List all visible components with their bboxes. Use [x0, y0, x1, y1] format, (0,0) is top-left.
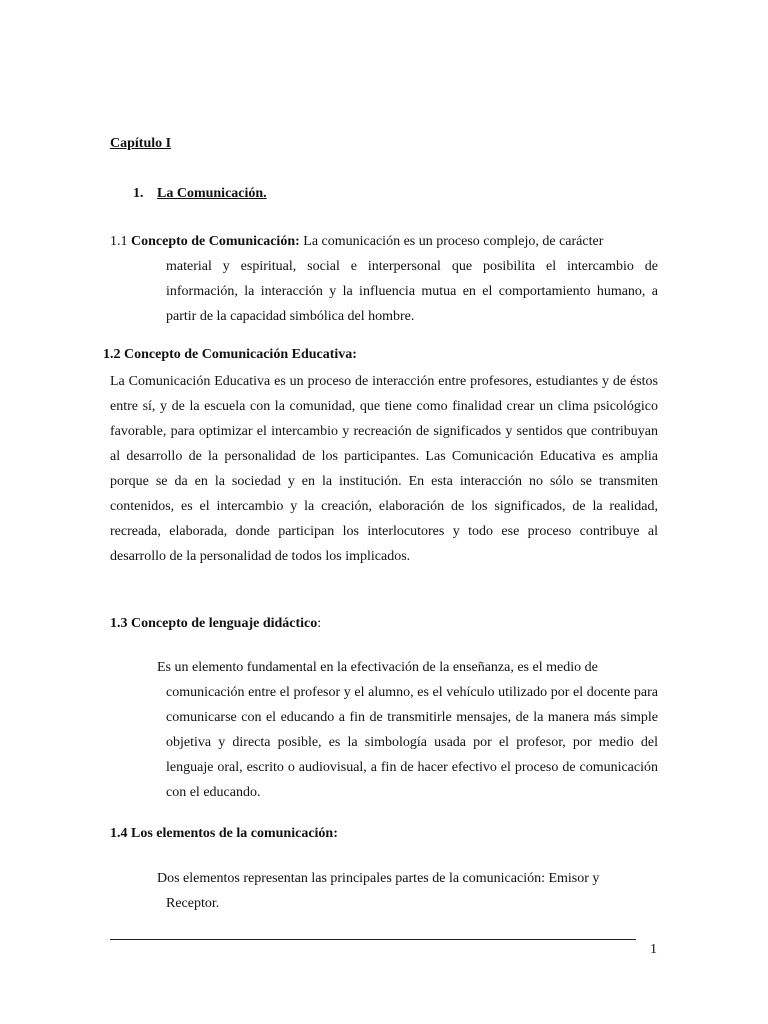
section-1-2-heading: 1.2 Concepto de Comunicación Educativa:	[103, 347, 357, 362]
section-1-1-first-text: La comunicación es un proceso complejo, de carácter	[303, 234, 604, 249]
section-1-3-heading-line	[110, 616, 321, 632]
chapter-title: Capítulo I	[110, 136, 172, 151]
section-1-3-heading-colon: :	[317, 616, 322, 631]
section-1-1	[110, 229, 658, 329]
page-number: 1	[650, 942, 657, 957]
section-1-2-body: La Comunicación Educativa es un proceso de interacción entre profesores, estudiantes y de éstos entre sí, y de la escuela con la comunidad, que tiene como finalidad crear un clima psicológico favorable, para optimizar el intercambio y recreación de significados y sentidos que contribuyan al desarrollo de la personalidad de los participantes. Las Comunicación Educativa es amplia porque se da en la sociedad y en la institución. En esta interacción no sólo se transmiten contenidos, es el intercambio y la creación, elaboración de los significados, de la realidad, recreada, elaborada, donde participan los interlocutores y todo ese proceso contribuye al desarrollo de la personalidad de todos los implicados.	[110, 374, 658, 564]
section-1-1-body: material y espiritual, social e interpersonal que posibilita el intercambio de información, la interacción y la influencia mutua en el comportamiento humano, a partir de la capacidad simbólica del hombre.	[166, 259, 658, 324]
section-1-1-first-line	[110, 229, 658, 254]
section-1-number: 1.	[133, 186, 144, 201]
section-1-3-heading: 1.3 Concepto de lenguaje didáctico	[110, 616, 318, 631]
section-1-3-first-line: Es un elemento fundamental en la efectivación de la enseñanza, es el medio de	[157, 660, 598, 675]
section-1-1-number: 1.1	[110, 234, 128, 249]
section-1-title: La Comunicación.	[157, 186, 267, 201]
section-1-heading	[133, 186, 267, 202]
section-1-4-heading: 1.4 Los elementos de la comunicación:	[110, 826, 338, 841]
section-1-4-first-line: Dos elementos representan las principales partes de la comunicación: Emisor y	[157, 871, 600, 886]
section-1-3-paragraph	[157, 655, 658, 805]
section-1-1-heading: Concepto de Comunicación:	[131, 234, 300, 249]
section-1-4-paragraph	[157, 866, 658, 916]
footer-rule	[110, 939, 636, 940]
section-1-4-body: Receptor.	[166, 896, 220, 911]
section-1-3-body: comunicación entre el profesor y el alumno, es el vehículo utilizado por el docente para comunicarse con el educando a fin de transmitirle mensajes, de la manera más simple objetiva y directa posible, es la simbología usada por el profesor, por medio del lenguaje oral, escrito o audiovisual, a fin de hacer efectivo el proceso de comunicación con el educando.	[166, 685, 658, 800]
